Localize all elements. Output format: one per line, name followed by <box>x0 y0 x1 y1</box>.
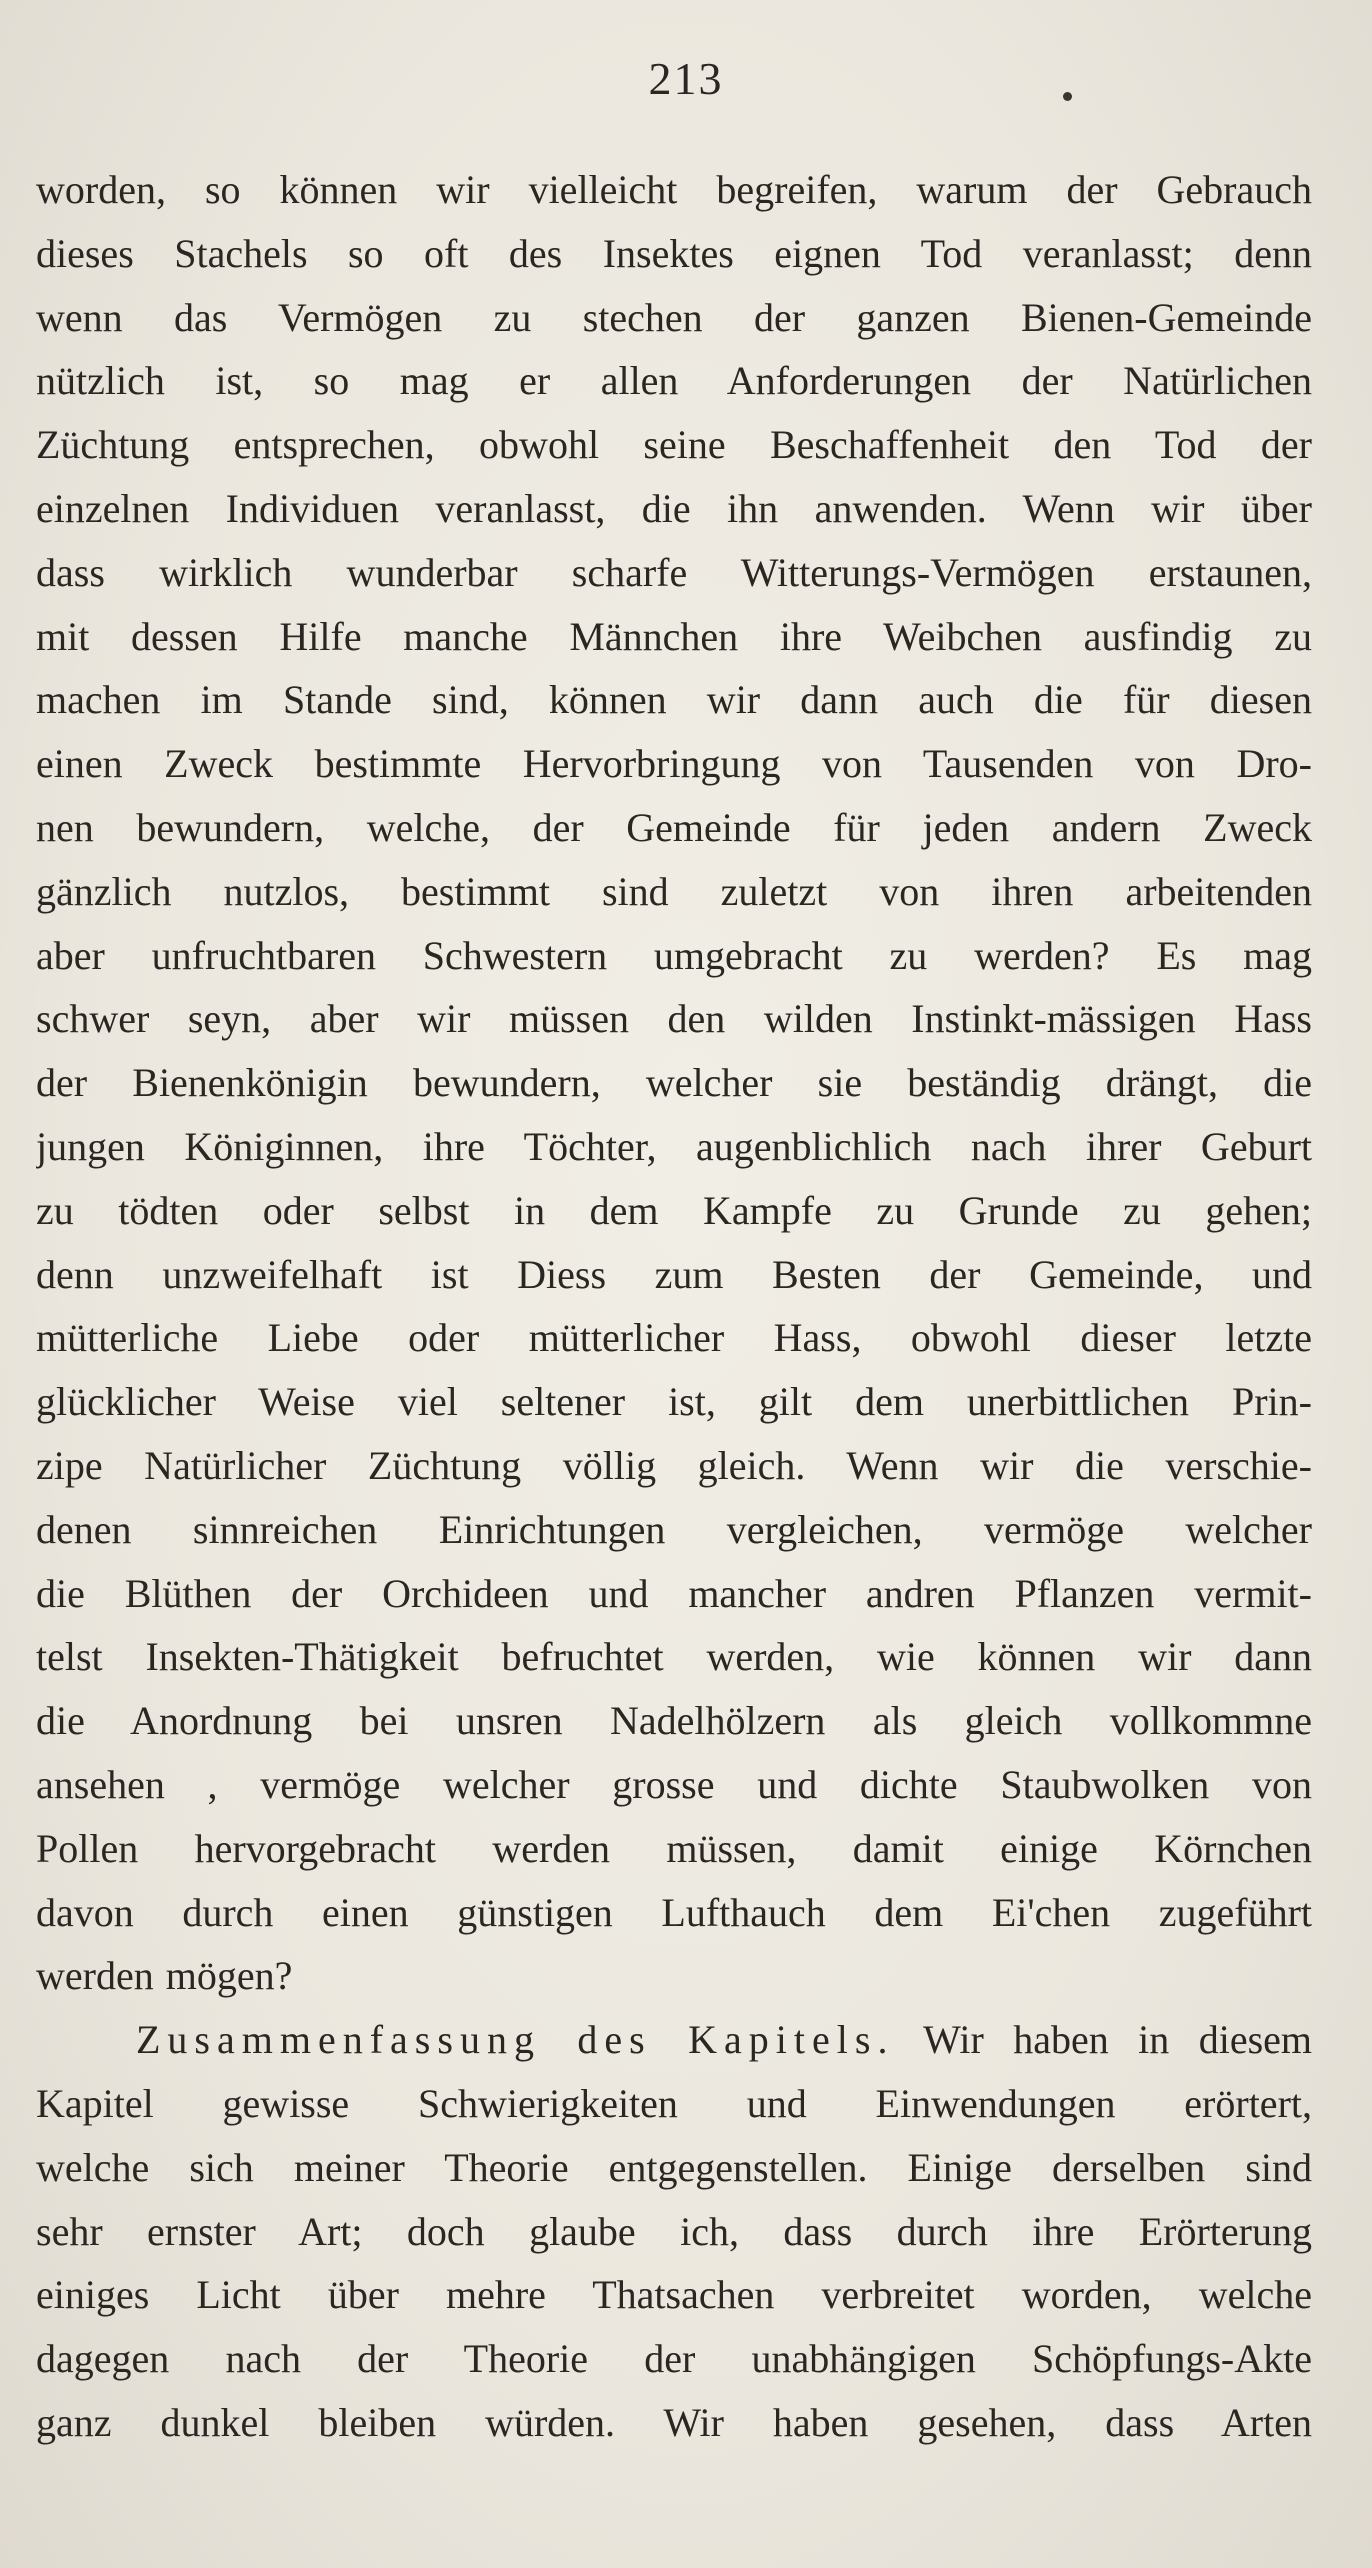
text-line: einen Zweck bestimmte Hervorbringung von Tausenden von Dro- <box>36 741 1312 787</box>
text-line: wenn das Vermögen zu stechen der ganzen Bienen-Gemeinde <box>36 294 1312 340</box>
text-line: machen im Stande sind, können wir dann auch die für diesen <box>36 677 1312 723</box>
text-line: ansehen , vermöge welcher grosse und dichte Staubwolken von <box>36 1761 1312 1807</box>
ink-speck <box>1063 92 1072 101</box>
text-line: einiges Licht über mehre Thatsachen verbreitet worden, welche <box>36 2272 1312 2318</box>
text-line: der Bienenkönigin bewundern, welcher sie beständig drängt, die <box>36 1060 1312 1106</box>
page-number: 213 <box>648 53 724 104</box>
text-line: glücklicher Weise viel seltener ist, gilt dem unerbittlichen Prin- <box>36 1379 1312 1425</box>
text-line: denen sinnreichen Einrichtungen vergleichen, vermöge welcher <box>36 1506 1312 1552</box>
text-line: werden mögen? <box>36 1953 293 1999</box>
text-line: zu tödten oder selbst in dem Kampfe zu Grunde zu gehen; <box>36 1187 1312 1233</box>
text-line: davon durch einen günstigen Lufthauch dem Ei'chen zugeführt <box>36 1889 1312 1935</box>
text-line: nützlich ist, so mag er allen Anforderungen der Natürlichen <box>36 358 1312 404</box>
summary-first-line-rest: Wir haben in diesem <box>923 2017 1312 2063</box>
text-line: denn unzweifelhaft ist Diess zum Besten der Gemeinde, und <box>36 1251 1312 1297</box>
text-line: Pollen hervorgebracht werden müssen, damit einige Körnchen <box>36 1825 1312 1871</box>
text-line: ganz dunkel bleiben würden. Wir haben gesehen, dass Arten <box>36 2399 1312 2445</box>
text-line: aber unfruchtbaren Schwestern umgebracht zu werden? Es mag <box>36 932 1312 978</box>
text-line: Züchtung entsprechen, obwohl seine Beschaffenheit den Tod der <box>36 422 1312 468</box>
text-line: nen bewundern, welche, der Gemeinde für jeden andern Zweck <box>36 804 1312 850</box>
summary-heading: Zusammenfassung des Kapitels. <box>136 2017 895 2063</box>
text-line: zipe Natürlicher Züchtung völlig gleich. Wenn wir die verschie- <box>36 1442 1312 1488</box>
text-line: die Anordnung bei unsren Nadelhölzern als gleich vollkommne <box>36 1698 1312 1744</box>
text-line: dagegen nach der Theorie der unabhängigen Schöpfungs-Akte <box>36 2336 1312 2382</box>
text-line: einzelnen Individuen veranlasst, die ihn anwenden. Wenn wir über <box>36 485 1312 531</box>
text-line: die Blüthen der Orchideen und mancher andren Pflanzen vermit- <box>36 1570 1312 1616</box>
text-line: sehr ernster Art; doch glaube ich, dass durch ihre Erörterung <box>36 2208 1312 2254</box>
text-line: worden, so können wir vielleicht begreifen, warum der Gebrauch <box>36 167 1312 212</box>
text-line: telst Insekten-Thätigkeit befruchtet werden, wie können wir dann <box>36 1634 1312 1680</box>
text-line: schwer seyn, aber wir müssen den wilden Instinkt-mässigen Hass <box>36 996 1312 1042</box>
text-line: mit dessen Hilfe manche Männchen ihre Weibchen ausfindig zu <box>36 613 1312 659</box>
body-text <box>36 158 1312 2455</box>
text-line: dass wirklich wunderbar scharfe Witterungs-Vermögen erstaunen, <box>36 549 1312 595</box>
text-line: mütterliche Liebe oder mütterlicher Hass, obwohl dieser letzte <box>36 1315 1312 1361</box>
text-line: dieses Stachels so oft des Insektes eignen Tod veranlasst; denn <box>36 230 1312 276</box>
summary-first-line <box>36 2008 1312 2072</box>
text-line: welche sich meiner Theorie entgegenstellen. Einige derselben sind <box>36 2144 1312 2190</box>
text-line: gänzlich nutzlos, bestimmt sind zuletzt von ihren arbeitenden <box>36 868 1312 914</box>
text-line: Kapitel gewisse Schwierigkeiten und Einwendungen erörtert, <box>36 2080 1312 2126</box>
text-line: jungen Königinnen, ihre Töchter, augenblichlich nach ihrer Geburt <box>36 1123 1312 1169</box>
